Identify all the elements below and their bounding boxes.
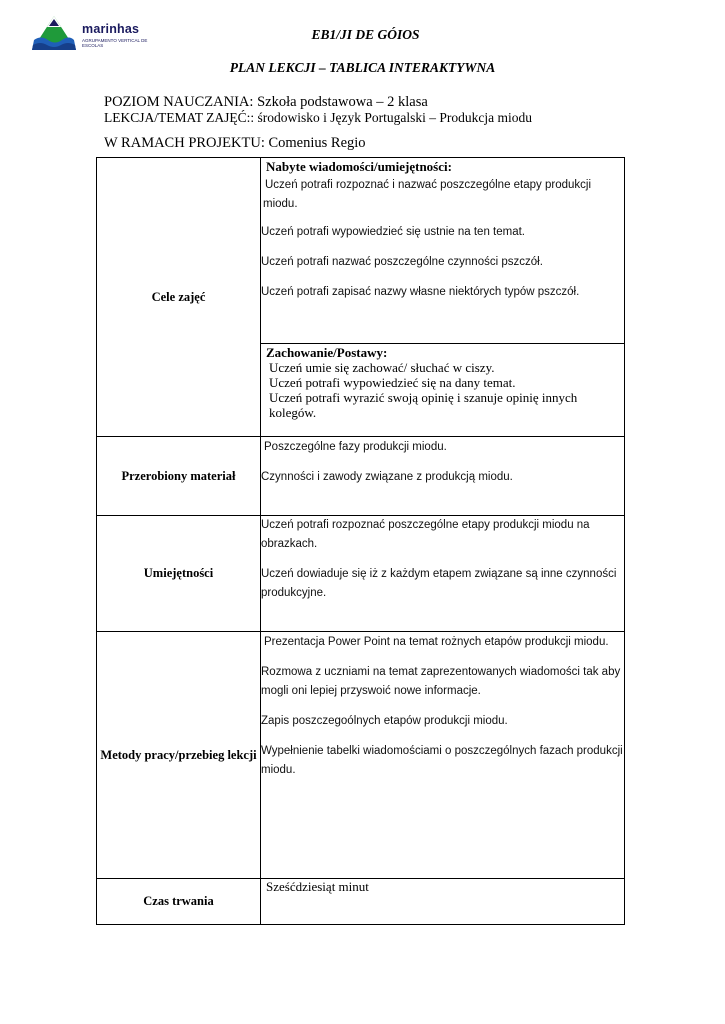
- document-title: PLAN LEKCJI – TABLICA INTERAKTYWNA: [229, 60, 496, 75]
- skills-list: [261, 516, 624, 603]
- level-label: POZIOM NAUCZANIA:: [104, 94, 254, 110]
- knowledge-list: [261, 174, 624, 302]
- material-cell: [261, 437, 625, 516]
- list-item: Wypełnienie tabelki wiadomościami o poszczególnych fazach produkcji miodu.: [261, 745, 623, 776]
- list-item: Zapis poszczegoólnych etapów produkcji miodu.: [261, 715, 508, 727]
- list-item: Uczeń potrafi rozpoznać i nazwać poszczególne etapy produkcji miodu.: [263, 179, 592, 210]
- table-row: [97, 632, 625, 879]
- list-item: Prezentacja Power Point na temat rożnych etapów produkcji miodu.: [264, 636, 609, 648]
- logo-brand: marinhas: [82, 22, 140, 36]
- list-item: Uczeń potrafi zapisać nazwy własne niektórych typów pszczół.: [261, 286, 580, 298]
- topic-line: [104, 110, 532, 126]
- table-row: [97, 516, 625, 632]
- list-item: Uczeń dowiaduje się iż z każdym etapem związane są inne czynności produkcyjne.: [261, 568, 617, 599]
- table-row: [97, 879, 625, 925]
- knowledge-title: Nabyte wiadomości/umiejętności:: [266, 159, 452, 174]
- list-item: Uczeń potrafi wypowiedzieć się na dany temat.: [269, 375, 516, 390]
- row-label-goals: Cele zajęć: [97, 158, 261, 437]
- list-item: Czynności i zawody związane z produkcją miodu.: [261, 471, 513, 483]
- table-row: [97, 437, 625, 516]
- methods-list: [261, 632, 624, 780]
- project-label: W RAMACH PROJEKTU:: [104, 135, 265, 151]
- knowledge-cell: [261, 158, 625, 344]
- level-value: Szkoła podstawowa – 2 klasa: [257, 94, 428, 110]
- list-item: Uczeń potrafi rozpoznać poszczególne etapy produkcji miodu na obrazkach.: [261, 519, 590, 550]
- row-label-duration: Czas trwania: [97, 879, 261, 925]
- row-label-methods: Metody pracy/przebieg lekcji: [97, 632, 261, 879]
- topic-value: : środowisko i Język Portugalski – Produkcja miodu: [250, 110, 532, 125]
- material-list: [261, 437, 624, 487]
- school-name: EB1/JI DE GÓIOS: [311, 27, 420, 42]
- list-item: Uczeń umie się zachować/ słuchać w ciszy.: [269, 360, 495, 375]
- logo-subtitle: AGRUPAMENTO VERTICAL DE ESCOLAS: [82, 38, 148, 48]
- row-label-skills: Umiejętności: [97, 516, 261, 632]
- level-line: [104, 94, 428, 111]
- list-item: Poszczególne fazy produkcji miodu.: [264, 441, 447, 453]
- topic-label: LEKCJA/TEMAT ZAJĘĆ:: [104, 110, 251, 125]
- skills-cell: [261, 516, 625, 632]
- list-item: Uczeń potrafi wyrazić swoją opinię i szanuje opinię innych: [269, 390, 578, 405]
- duration-value: Sześćdziesiąt minut: [266, 879, 369, 894]
- attitude-cell: [261, 344, 625, 437]
- project-value: Comenius Regio: [264, 135, 366, 151]
- row-label-material: Przerobiony materiał: [97, 437, 261, 516]
- lesson-plan-table: [96, 157, 625, 925]
- list-item: Uczeń potrafi nazwać poszczególne czynności pszczół.: [261, 256, 543, 268]
- duration-cell: [261, 879, 625, 925]
- list-item: Uczeń potrafi wypowiedzieć się ustnie na ten temat.: [261, 226, 525, 238]
- attitude-title: Zachowanie/Postawy:: [266, 345, 388, 360]
- list-item: kolegów.: [269, 405, 317, 420]
- project-line: [104, 135, 366, 152]
- methods-cell: [261, 632, 625, 879]
- table-row: [97, 158, 625, 344]
- list-item: Rozmowa z uczniami na temat zaprezentowanych wiadomości tak aby mogli oni lepiej przyswoić nowe informacje.: [261, 666, 621, 697]
